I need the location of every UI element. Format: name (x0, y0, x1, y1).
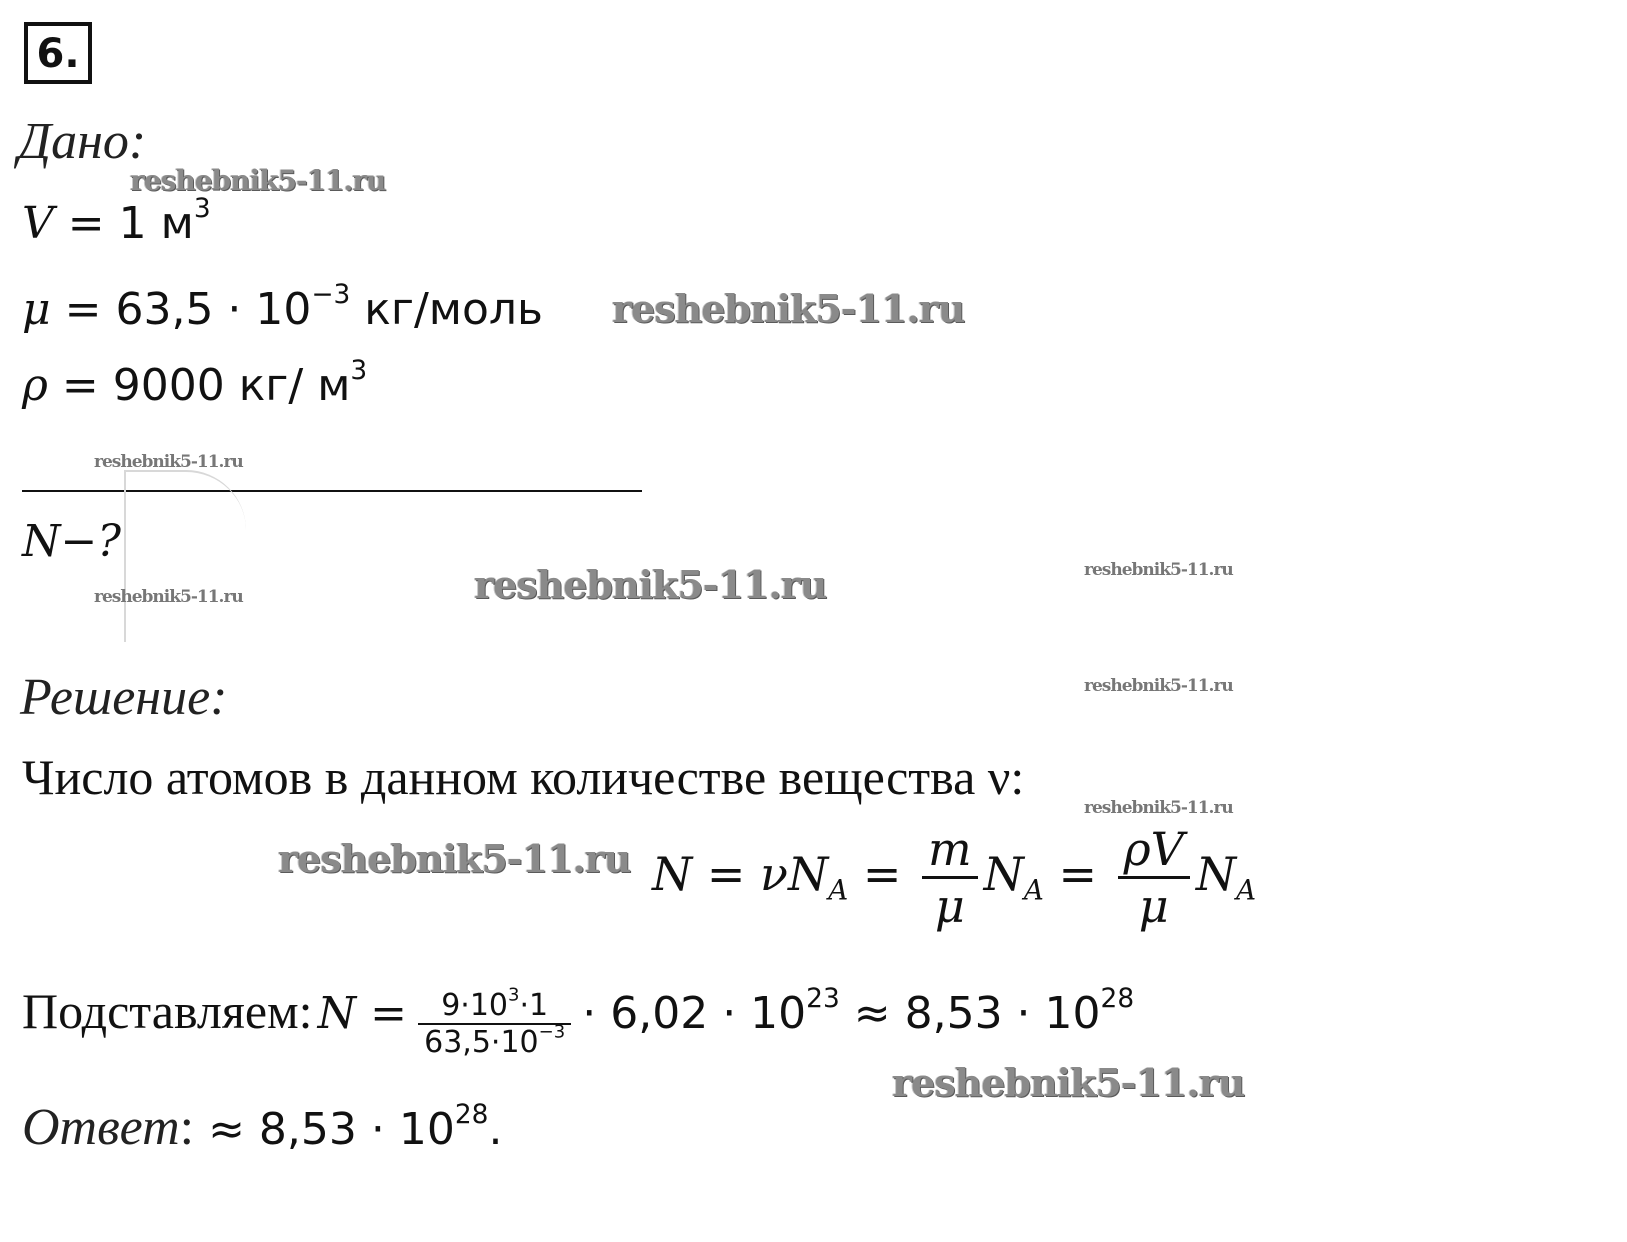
formula-eq-3: = (1058, 847, 1097, 901)
molar-mass-symbol: μ (22, 284, 51, 335)
formula-sub-a-3: A (1236, 873, 1257, 907)
fraction-m-denominator: μ (934, 879, 965, 933)
fraction-rhov-numerator: ρV (1123, 822, 1184, 876)
given-volume (22, 192, 211, 249)
watermark: reshebnik5-11.ru (474, 562, 827, 607)
substitute-fraction (418, 984, 571, 1060)
density-symbol: ρ (22, 360, 48, 411)
watermark: reshebnik5-11.ru (1084, 798, 1233, 818)
molar-mass-unit: кг/моль (350, 284, 543, 335)
answer-label: Ответ (22, 1099, 180, 1156)
main-formula: $N = \nu N_A$ = $\frac{m}{\mu}$ $N_A$ = $\frac{\rho V}{\mu}$ $N_A$ (652, 822, 1257, 933)
molar-mass-exponent: −3 (311, 278, 351, 310)
watermark: reshebnik5-11.ru (1084, 676, 1233, 696)
answer-colon: : (179, 1099, 195, 1156)
substitute-numerator: $9\cdot 10^3\cdot 1$ (441, 984, 549, 1023)
substitute-result: ≈ $8,53 \cdot 10^{28}$ (839, 982, 1135, 1039)
fraction-rhov-over-mu (1118, 822, 1190, 933)
watermark: reshebnik5-11.ru (892, 1060, 1245, 1105)
answer-line (22, 1098, 502, 1157)
fraction-rhov-denominator: μ (1138, 879, 1169, 933)
solution-intro: Число атомов в данном количестве вещества ν: (22, 749, 1025, 805)
substitute-denominator: $63,5\cdot 10^{-3}$ (424, 1021, 566, 1060)
watermark: reshebnik5-11.ru (94, 452, 243, 472)
volume-value: = 1 м (67, 198, 194, 249)
watermark: reshebnik5-11.ru (94, 587, 243, 607)
formula-sub-a-2: A (1023, 873, 1044, 907)
given-density (22, 354, 368, 411)
substitute-lhs: N = (317, 988, 408, 1039)
problem-number: 6. (24, 22, 92, 84)
formula-eq-2: = (862, 847, 902, 901)
substitution-line (22, 982, 1134, 1060)
substitute-label: Подставляем: (22, 983, 313, 1039)
answer-value: ≈ $8,53 \cdot 10^{28}$. (194, 1098, 503, 1155)
watermark: reshebnik5-11.ru (1084, 560, 1233, 580)
solution-heading: Решение: (20, 669, 228, 726)
given-molar-mass (22, 278, 543, 335)
formula-eq-1: = (706, 847, 746, 901)
volume-symbol: V (22, 198, 54, 249)
fraction-m-numerator: m (928, 822, 972, 876)
formula-sub-a-1: A (828, 873, 849, 907)
substitute-multiplier: · $6,02 \cdot 10^{23}$ (582, 982, 840, 1039)
watermark: reshebnik5-11.ru (278, 836, 631, 881)
decorative-bracket (124, 470, 246, 642)
fraction-m-over-mu (922, 822, 978, 933)
watermark: reshebnik5-11.ru (612, 286, 965, 331)
formula-n: N (652, 847, 693, 901)
formula-nu-na: νN (760, 847, 829, 901)
volume-exponent: 3 (193, 192, 211, 224)
density-exponent: 3 (350, 354, 368, 386)
molar-mass-value: = 63,5 · 10 (64, 284, 312, 335)
density-value: = 9000 кг/ м (61, 360, 351, 411)
find-unknown: N−? (22, 516, 121, 567)
given-heading: Дано: (18, 113, 147, 170)
watermark: reshebnik5-11.ru (130, 164, 386, 197)
given-divider (22, 490, 642, 492)
